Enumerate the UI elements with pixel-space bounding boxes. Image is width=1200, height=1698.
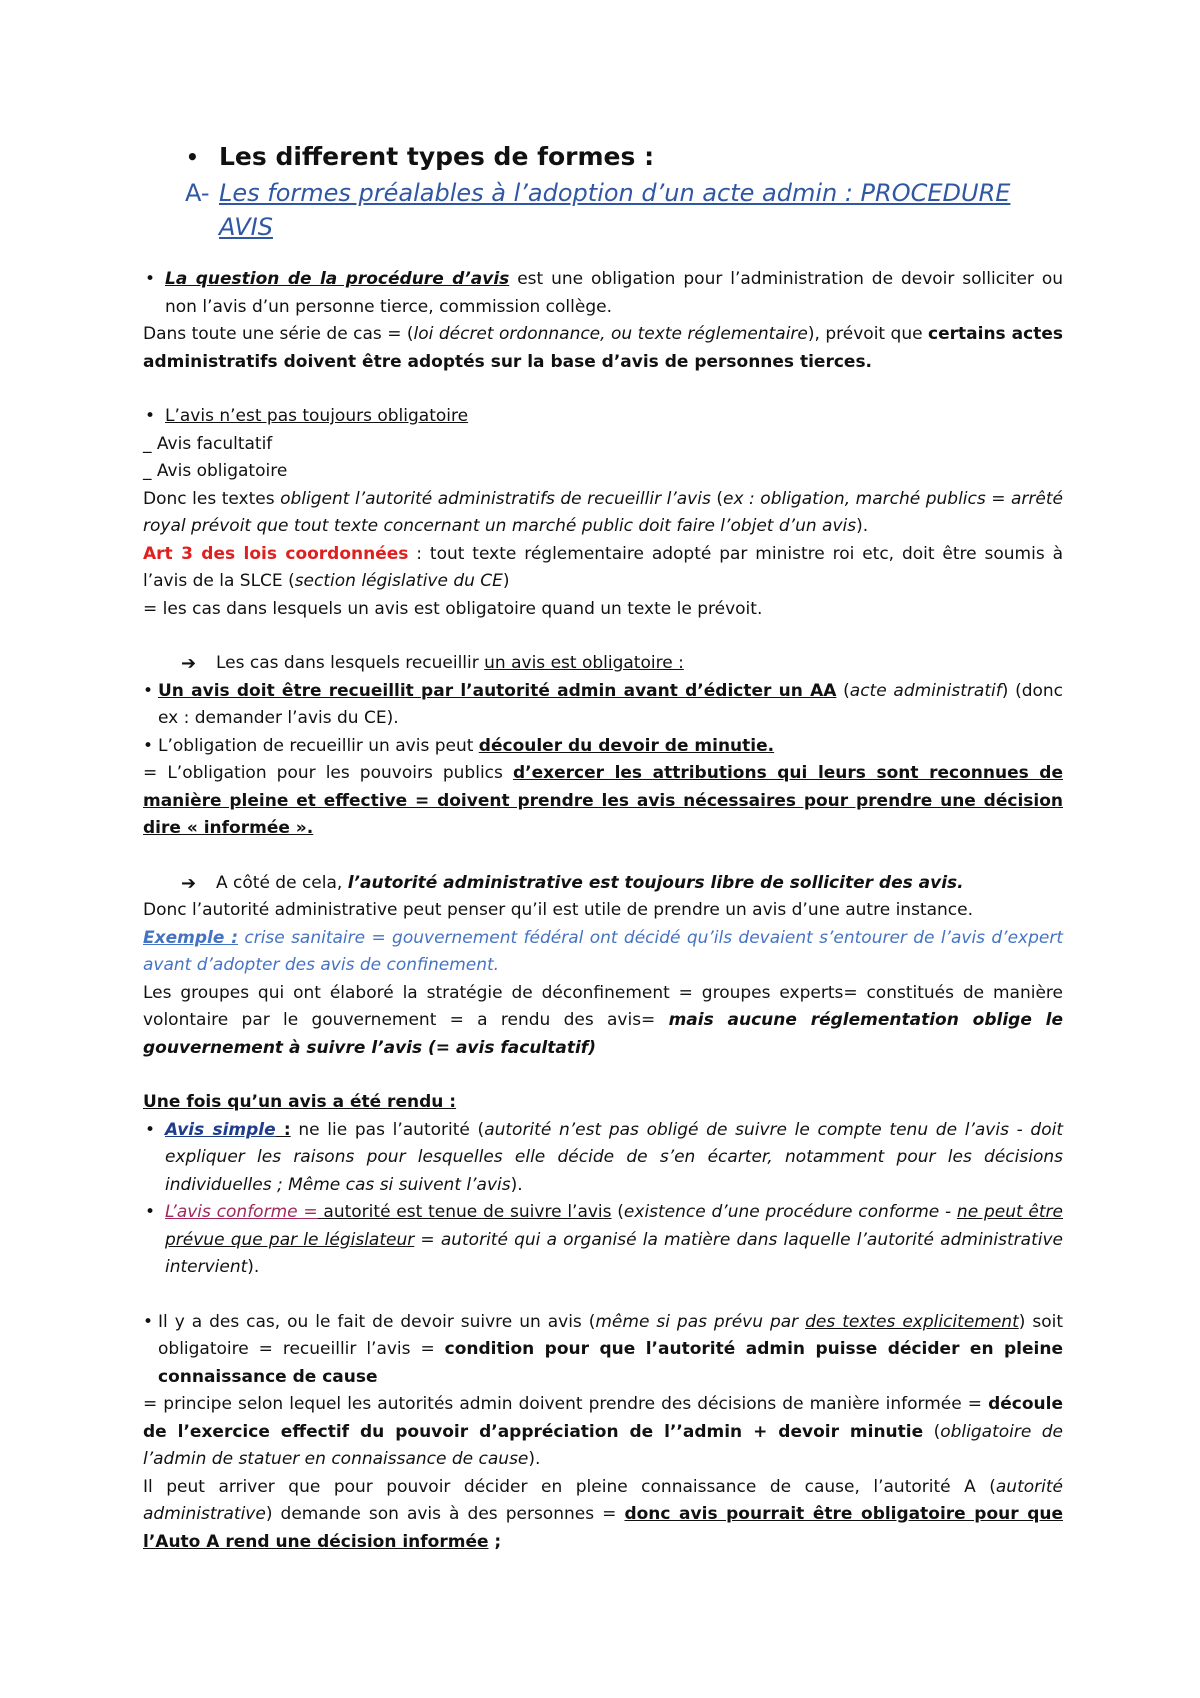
spacer [143, 843, 1063, 870]
spacer [143, 623, 1063, 650]
text-run: Il peut arriver que pour pouvoir décider en pleine connaissance de cause, l’autorité A ( [143, 1476, 996, 1497]
text-run: ) soit obligatoire = recueillir l’avis = [158, 1311, 1063, 1359]
procedure-avis-text: est une obligation pour l’administration de devoir solliciter ou non l’avis d’un personne tierce, commission collège. [165, 269, 1064, 317]
text-run-italic: = autorité qui a organisé la matière dans laquelle l’autorité administrative intervient [165, 1229, 1063, 1277]
text-run: ). [247, 1257, 260, 1277]
bullet-icon: • [145, 406, 156, 426]
bullet-icon: • [186, 145, 199, 169]
paragraph-principe [143, 1391, 1063, 1474]
bullet-avis-conforme [143, 1199, 1063, 1282]
text-run-italic: obligent l’autorité administratifs de recueillir l’avis [280, 488, 711, 509]
bullet-devoir-minutie [143, 733, 1063, 761]
text-run: : tout texte réglementaire adopté par ministre roi etc, doit être soumis à l’avis de la SLCE ( [143, 543, 1063, 591]
paragraph-autre-instance: Donc l’autorité administrative peut penser qu’il est utile de prendre un avis d’une autre instance. [143, 900, 973, 920]
bullet-icon: • [145, 1119, 156, 1140]
text-run-underline: un avis est obligatoire : [484, 653, 684, 673]
text-run-bold-italic: mais aucune réglementation oblige le gouvernement à suivre l’avis (= avis facultatif) [143, 1010, 1064, 1058]
bullet-avis-pas-obligatoire [143, 403, 1063, 431]
text-run: ( [710, 488, 723, 509]
bullet-icon: • [145, 1202, 156, 1222]
arrow-item-cas-recueillir [143, 650, 1063, 678]
avis-pas-obligatoire-text: L’avis n’est pas toujours obligatoire [165, 406, 469, 426]
bullet-icon: • [145, 269, 156, 289]
text-run: Donc les textes [143, 488, 281, 509]
text-run: ), prévoit que [807, 324, 929, 344]
text-run: ) demande son avis à des personnes = [265, 1504, 625, 1524]
bullet-icon: • [143, 735, 154, 756]
bullet-cas-devoir-suivre [143, 1309, 1063, 1392]
subheading-avis-rendu [143, 1089, 1063, 1117]
paragraph-textes-obligent [143, 486, 1063, 541]
main-heading-text: Les different types de formes : [219, 142, 655, 171]
text-run-italic-underline: ne peut être prévue que par le législateur [165, 1202, 1063, 1250]
text-run-underline: autorité est tenue de suivre l’avis [317, 1202, 612, 1222]
text-run: L’obligation de recueillir un avis peut [158, 735, 479, 756]
section-heading [185, 176, 1063, 244]
text-run-italic: obligatoire de l’admin de statuer en connaissance de cause [143, 1421, 1063, 1469]
text-run: Dans toute une série de cas = ( [143, 324, 414, 344]
spacer [143, 1062, 1063, 1089]
arrow-right-icon: ➔ [181, 872, 197, 894]
text-run-italic: même si pas prévu par [595, 1311, 806, 1332]
main-heading [186, 140, 1063, 174]
text-run-bold-underline: donc avis pourrait être obligatoire pour que l’Auto A rend une décision informée [143, 1504, 1063, 1552]
text-run: = L’obligation pour les pouvoirs publics [143, 763, 513, 783]
text-run-bold: certains actes administratifs doivent être adoptés sur la base d’avis de personnes tierces. [143, 324, 1063, 372]
paragraph-pleine-connaissance [143, 1474, 1063, 1557]
text-run-italic-underline: des textes explicitement [805, 1311, 1019, 1332]
bullet-avis-simple [143, 1117, 1063, 1200]
bullet-avis-recueillit [143, 678, 1063, 733]
exemple-text: crise sanitaire = gouvernement fédéral ont décidé qu’ils devaient s’entourer de l’avis d’expert avant d’adopter des avis de confinement. [143, 927, 1063, 975]
bullet-icon: • [143, 680, 154, 701]
text-run-italic: autorité administrative [143, 1476, 1063, 1524]
text-run-bold-underline: découler du devoir de minutie. [478, 735, 775, 756]
exemple-label: Exemple : [143, 927, 239, 948]
text-run-italic: existence d’une procédure conforme - [623, 1202, 957, 1222]
avis-simple-term: Avis simple [165, 1119, 276, 1140]
text-run: = principe selon lequel les autorités admin doivent prendre des décisions de manière informée = [143, 1394, 989, 1414]
paragraph-exemple [143, 925, 1063, 980]
spacer [143, 376, 1063, 403]
text-run-italic: section législative du CE [294, 571, 503, 591]
text-run: Les groupes qui ont élaboré la stratégie de déconfinement = groupes experts= constitués de manière volontaire par le gouvernement = a rendu des avis= [143, 982, 1063, 1030]
text-run-bold: condition pour que l’autorité admin puisse décider en pleine connaissance de cause [158, 1339, 1063, 1387]
text-run: ). [528, 1449, 541, 1469]
text-run-italic: autorité n’est pas obligé de suivre le compte tenu de l’avis - doit expliquer les raisons pour lesquelles elle décide de s’en écarter, notamment pour les décisions individuelles ; Même cas si suivent l’avis [165, 1119, 1064, 1195]
section-letter: A- [185, 179, 210, 207]
paragraph-cas-obligatoire: = les cas dans lesquels un avis est obligatoire quand un texte le prévoit. [143, 598, 763, 619]
avis-obligatoire-line: _ Avis obligatoire [143, 461, 288, 481]
paragraph-serie-de-cas [143, 321, 1063, 376]
text-run-bold-underline: Un avis doit être recueillit par l’autorité admin avant d’édicter un AA [158, 680, 837, 701]
text-run: ) (donc ex : demander l’avis du CE). [158, 680, 1064, 728]
text-run-bold: ; [488, 1531, 502, 1552]
procedure-avis-lead: La question de la procédure d’avis [165, 269, 510, 289]
avis-conforme-term: L’avis conforme [165, 1202, 298, 1222]
paragraph-groupes-experts [143, 980, 1063, 1063]
text-run: ( [923, 1421, 941, 1442]
text-run-bold-italic: l’autorité administrative est toujours libre de solliciter des avis. [347, 872, 964, 893]
text-run-italic: loi décret ordonnance, ou texte réglementaire [413, 324, 808, 344]
text-run-bold-underline: d’exercer les attributions qui leurs sont reconnues de manière pleine et effective = doivent prendre les avis nécessaires pour prendre une décision dire « informée ». [143, 763, 1064, 838]
paragraph-procedure-avis [143, 266, 1063, 321]
text-run-underline: = [297, 1202, 318, 1222]
bullet-icon: • [143, 1311, 154, 1332]
avis-rendu-title: Une fois qu’un avis a été rendu : [143, 1092, 457, 1112]
arrow-right-icon: ➔ [181, 653, 197, 674]
text-run: A côté de cela, [216, 872, 348, 893]
arrow-item-libre-solliciter [143, 870, 1063, 898]
section-title: Les formes préalables à l’adoption d’un acte admin : PROCEDURE AVIS [219, 179, 1011, 241]
text-run: ne lie pas l’autorité ( [290, 1119, 485, 1140]
text-run: ( [611, 1202, 624, 1222]
text-run: ). [856, 516, 869, 536]
text-run: Les cas dans lesquels recueillir [216, 653, 485, 673]
paragraph-art-3 [143, 541, 1063, 596]
text-run-bold: découle de l’exercice effectif du pouvoir d’appréciation de l’’admin + devoir minutie [143, 1394, 1063, 1442]
text-run-italic: acte administratif [849, 680, 1002, 701]
document-content [143, 140, 1063, 1556]
text-run: ). [510, 1174, 523, 1195]
text-run-bold-underline: : [275, 1119, 291, 1140]
text-run-italic: ex : obligation, marché publics = arrêté royal prévoit que tout texte concernant un marché public doit faire l’objet d’un avis [143, 488, 1063, 536]
text-run: Il y a des cas, ou le fait de devoir suivre un avis ( [158, 1311, 596, 1332]
text-run: ) [502, 571, 510, 591]
paragraph-obligation-pouvoirs [143, 760, 1063, 843]
spacer [143, 1282, 1063, 1309]
avis-facultatif-line: _ Avis facultatif [143, 433, 273, 454]
text-run: ( [836, 680, 850, 701]
art-3-reference: Art 3 des lois coordonnées [143, 543, 409, 564]
